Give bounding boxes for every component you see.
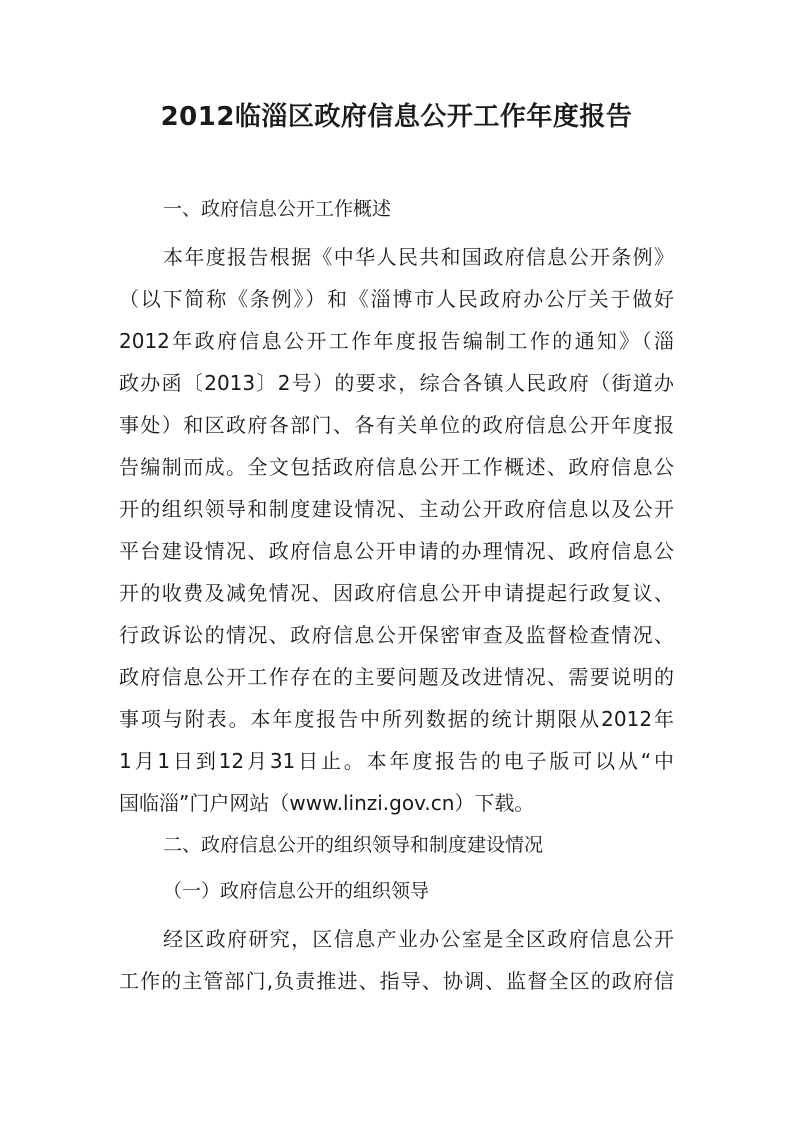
paragraph-line: 开的收费及减免情况、因政府信息公开申请提起行政复议、: [119, 581, 674, 605]
paragraph-line: 政办函〔2013〕2号）的要求，综合各镇人民政府（街道办: [119, 371, 674, 395]
paragraph-line: 2012年政府信息公开工作年度报告编制工作的通知》（淄: [119, 329, 674, 353]
document-title: 2012临淄区政府信息公开工作年度报告: [160, 102, 633, 132]
paragraph-line: 平台建设情况、政府信息公开申请的办理情况、政府信息公: [119, 539, 674, 563]
paragraph-line: 事项与附表。本年度报告中所列数据的统计期限从2012年: [119, 707, 674, 731]
section-heading-organization: 二、政府信息公开的组织领导和制度建设情况: [163, 834, 544, 856]
paragraph-line: 工作的主管部门,负责推进、指导、协调、监督全区的政府信: [119, 969, 674, 993]
paragraph-line: 政府信息公开工作存在的主要问题及改进情况、需要说明的: [119, 665, 674, 689]
paragraph-line: 事处）和区政府各部门、各有关单位的政府信息公开年度报: [119, 413, 674, 437]
paragraph-line: 行政诉讼的情况、政府信息公开保密审查及监督检查情况、: [119, 623, 674, 647]
paragraph-line: 1月1日到12月31日止。本年度报告的电子版可以从“中: [119, 749, 674, 773]
paragraph-line: 本年度报告根据《中华人民共和国政府信息公开条例》: [163, 245, 674, 269]
paragraph-line: 开的组织领导和制度建设情况、主动公开政府信息以及公开: [119, 497, 674, 521]
section-heading-overview: 一、政府信息公开工作概述: [163, 198, 392, 220]
paragraph-line: （以下简称《条例》）和《淄博市人民政府办公厅关于做好: [119, 287, 674, 311]
paragraph-line: 国临淄”门户网站（www.linzi.gov.cn）下载。: [119, 791, 535, 815]
paragraph-line: 告编制而成。全文包括政府信息公开工作概述、政府信息公: [119, 455, 674, 479]
paragraph-line: 经区政府研究，区信息产业办公室是全区政府信息公开: [163, 927, 674, 951]
subsection-heading-leadership: （一）政府信息公开的组织领导: [163, 880, 430, 902]
